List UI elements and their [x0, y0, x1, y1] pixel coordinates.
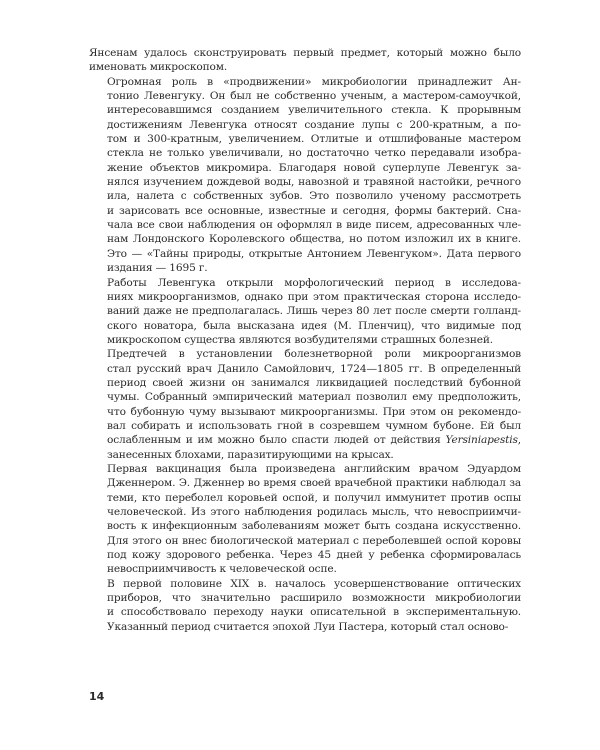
text-line: жение объектов микромира. Благодаря новой суперлупе Левенгук за-	[107, 161, 521, 174]
body-text	[89, 46, 521, 634]
text-line: ила, налета с собственных зубов. Это позволило ученому рассмотреть	[107, 190, 521, 203]
text-line: микроскопом существа являются возбудителями страшных болезней.	[107, 333, 494, 346]
text-line: что бубонную чуму вызывают микроорганизмы. При этом он рекомендо-	[107, 405, 521, 418]
text-line: Это — «Тайны природы, открытые Антонием Левенгуком». Дата первого	[107, 247, 521, 260]
paragraph	[89, 462, 521, 577]
text-line: Указанный период считается эпохой Луи Пастера, который стал осново-	[107, 620, 509, 633]
paragraph	[89, 75, 521, 276]
text-line: вость к инфекционным заболеваниям может быть создана искусственно.	[107, 520, 521, 533]
text-line: издания — 1695 г.	[107, 262, 208, 275]
text-line: стекла не только увеличивали, но достаточно четко передавали изобра-	[107, 147, 521, 160]
text-line: достижениям Левенгука относят создание лупы с 200-кратным, а по-	[107, 118, 521, 131]
text-line: стал русский врач Данило Самойлович, 1724—1805 гг. В определенный	[107, 362, 521, 375]
text-line: ниях микроорганизмов, однако при этом практическая сторона исследо-	[107, 290, 521, 303]
text-line: нам Лондонского Королевского общества, но потом изложил их в книге.	[107, 233, 521, 246]
text-line: Янсенам удалось сконструировать первый предмет, который можно было	[89, 47, 521, 59]
text-line: том и 300-кратным, увеличением. Отлитые и отшлифованые мастером	[107, 133, 521, 146]
text-line: ского новатора, была высказана идея (М. Пленчиц), что видимые под	[107, 319, 521, 332]
text-line: Для этого он внес биологической материал с переболевшей оспой коровы	[107, 534, 521, 547]
text-line: Первая вакцинация была произведена английским врачом Эдуардом	[107, 462, 521, 475]
text-line: теми, кто переболел коровьей оспой, и получил иммунитет против оспы	[107, 491, 521, 504]
text-line: В первой половине XIX в. началось усовершенствование оптических	[107, 577, 521, 590]
page-number: 14	[89, 690, 105, 703]
text-line: ваний даже не предполагалась. Лишь через 80 лет после смерти голланд-	[107, 305, 521, 318]
text-line: период своей жизни он занимался ликвидацией последствий бубонной	[107, 376, 521, 389]
paragraph	[89, 46, 521, 75]
text-line: под кожу здорового ребенка. Через 45 дней у ребенка сформировалась	[107, 549, 521, 562]
text-line: занесенных блохами, паразитирующими на крысах.	[107, 448, 394, 461]
text-line: Работы Левенгука открыли морфологический период в исследова-	[107, 276, 521, 289]
text-line: невосприимчивость к человеческой оспе.	[107, 563, 337, 576]
text-line: тонио Левенгуку. Он был не собственно ученым, а мастером-самоучкой,	[107, 90, 521, 103]
text-line: Предтечей в установлении болезнетворной роли микроорганизмов	[107, 348, 521, 361]
paragraph	[89, 577, 521, 634]
text-line: приборов, что значительно расширило возможности микробиологии	[107, 592, 521, 605]
text-line: чумы. Собранный эмпирический материал позволил ему предположить,	[107, 391, 521, 404]
paragraph	[89, 347, 521, 462]
text-line: Огромная роль в «продвижении» микробиологии принадлежит Ан-	[107, 75, 521, 88]
text-line: и зарисовать все основные, известные и сегодня, формы бактерий. Сна-	[107, 204, 521, 217]
text-line: ослабленным и им можно было спасти людей от действия Yersiniapestis,	[107, 434, 521, 447]
text-line: Дженнером. Э. Дженнер во время своей врачебной практики наблюдал за	[107, 477, 521, 490]
text-line: и способствовало переходу науки описательной в экспериментальную.	[107, 606, 521, 619]
text-line: вал собирать и использовать гной в созревшем чумном бубоне. Ей был	[107, 419, 521, 432]
text-line: интересовавшимся созданием увеличительного стекла. К прорывным	[107, 104, 521, 117]
text-line: чала все свои наблюдения он оформлял в виде писем, адресованных чле-	[107, 219, 521, 232]
text-line: человеческой. Из этого наблюдения родилась мысль, что невосприимчи-	[107, 506, 521, 518]
text-line: именовать микроскопом.	[89, 61, 228, 74]
paragraph	[89, 276, 521, 348]
text-line: нялся изучением дождевой воды, навозной и травяной настойки, речного	[107, 176, 521, 189]
